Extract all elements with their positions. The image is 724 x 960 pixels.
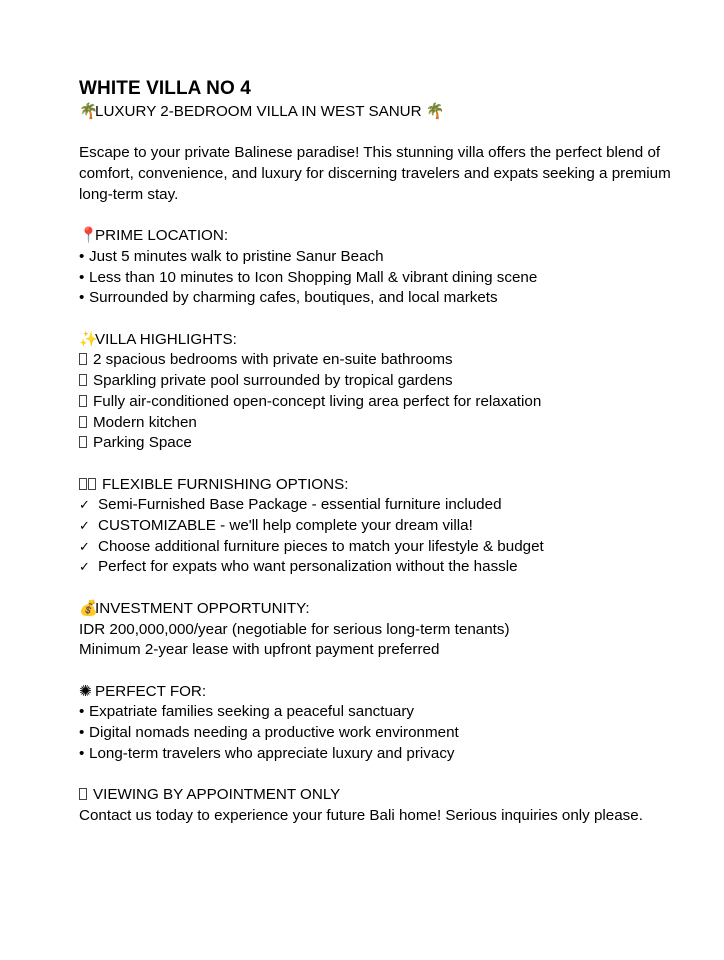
furnishing-heading	[79, 475, 704, 496]
bullet: •	[79, 289, 85, 307]
highlight-item: Sparkling private pool surrounded by tropical gardens	[93, 372, 453, 390]
furnishing-item: Choose additional furniture pieces to match your lifestyle & budget	[98, 537, 544, 555]
location-item: Less than 10 minutes to Icon Shopping Mall & vibrant dining scene	[89, 268, 538, 286]
contact-line: Contact us today to experience your future Bali home! Serious inquiries only please.	[79, 806, 643, 824]
checkmark-icon: ✓	[79, 518, 90, 533]
intro-line: long-term stay.	[79, 185, 179, 203]
viewing-heading-text: VIEWING BY APPOINTMENT ONLY	[93, 786, 341, 804]
bullet: •	[79, 247, 85, 265]
list-item	[79, 433, 704, 454]
checkmark-icon: ✓	[79, 559, 90, 575]
intro-line: comfort, convenience, and luxury for discerning travelers and expats seeking a premium	[79, 165, 671, 183]
perfect-for-item: Expatriate families seeking a peaceful sanctuary	[89, 703, 415, 721]
missing-glyph-icon	[79, 416, 87, 428]
spacer	[79, 661, 704, 682]
missing-glyph-icon	[79, 374, 87, 386]
highlight-item: Modern kitchen	[93, 413, 197, 431]
furnishing-item: Perfect for expats who want personalization without the hassle	[98, 558, 518, 576]
sparkles-icon: ✨	[79, 330, 98, 348]
list-item	[79, 413, 704, 434]
location-item: Just 5 minutes walk to pristine Sanur Beach	[89, 247, 384, 265]
list-item	[79, 516, 704, 537]
list-item	[79, 537, 704, 558]
missing-glyph-icon	[88, 478, 96, 490]
furnishing-item: CUSTOMIZABLE - we'll help complete your dream villa!	[98, 517, 473, 534]
location-heading-text: PRIME LOCATION:	[95, 227, 229, 245]
list-item	[79, 350, 704, 371]
list-item	[79, 744, 704, 765]
perfect-for-item: Digital nomads needing a productive work environment	[89, 724, 459, 741]
subtitle	[79, 102, 704, 123]
lease-line: Minimum 2-year lease with upfront payment preferred	[79, 641, 440, 659]
viewing-heading	[79, 785, 704, 806]
checkmark-icon: ✓	[79, 538, 90, 554]
perfect-for-heading-text: PERFECT FOR:	[95, 682, 207, 700]
list-item	[79, 557, 704, 578]
spacer	[79, 206, 704, 227]
bullet: •	[79, 744, 85, 762]
checkmark-icon: ✓	[79, 497, 90, 513]
intro-line: Escape to your private Balinese paradise! This stunning villa offers the perfect blend of	[79, 144, 661, 162]
page-title: WHITE VILLA NO 4	[79, 78, 251, 99]
list-item	[79, 371, 704, 392]
spacer	[79, 123, 704, 144]
list-item	[79, 288, 704, 309]
highlight-item: Fully air-conditioned open-concept living area perfect for relaxation	[93, 392, 542, 410]
missing-glyph-icon	[79, 478, 87, 490]
investment-heading	[79, 599, 704, 620]
bullet: •	[79, 268, 85, 286]
perfect-for-heading	[79, 682, 704, 703]
spacer	[79, 764, 704, 785]
list-item	[79, 268, 704, 289]
bullet: •	[79, 724, 85, 741]
highlight-item: 2 spacious bedrooms with private en-suite bathrooms	[93, 351, 453, 369]
spacer	[79, 454, 704, 475]
list-item	[79, 723, 704, 744]
missing-glyph-icon	[79, 353, 87, 365]
star-icon: ✺	[79, 682, 92, 700]
highlights-heading	[79, 330, 704, 351]
location-heading	[79, 226, 704, 247]
pushpin-icon: 📍	[79, 227, 98, 245]
palm-tree-icon: 🌴	[425, 103, 445, 120]
palm-tree-icon: 🌴	[79, 103, 98, 120]
spacer	[79, 578, 704, 599]
furnishing-heading-text: FLEXIBLE FURNISHING OPTIONS:	[102, 475, 349, 493]
missing-glyph-icon	[79, 436, 87, 448]
perfect-for-item: Long-term travelers who appreciate luxury and privacy	[89, 744, 455, 762]
list-item	[79, 247, 704, 268]
missing-glyph-icon	[79, 395, 87, 407]
investment-heading-text: INVESTMENT OPPORTUNITY:	[95, 599, 310, 617]
highlight-item: Parking Space	[93, 434, 192, 452]
money-bag-icon: 💰	[79, 599, 98, 617]
subtitle-text: LUXURY 2-BEDROOM VILLA IN WEST SANUR	[95, 103, 422, 120]
list-item	[79, 392, 704, 413]
spacer	[79, 309, 704, 330]
missing-glyph-icon	[79, 788, 87, 800]
location-item: Surrounded by charming cafes, boutiques, and local markets	[89, 289, 498, 307]
highlights-heading-text: VILLA HIGHLIGHTS:	[95, 330, 237, 348]
bullet: •	[79, 703, 85, 721]
list-item	[79, 495, 704, 516]
list-item	[79, 702, 704, 723]
price-line: IDR 200,000,000/year (negotiable for serious long-term tenants)	[79, 620, 510, 638]
furnishing-item: Semi-Furnished Base Package - essential furniture included	[98, 496, 502, 514]
